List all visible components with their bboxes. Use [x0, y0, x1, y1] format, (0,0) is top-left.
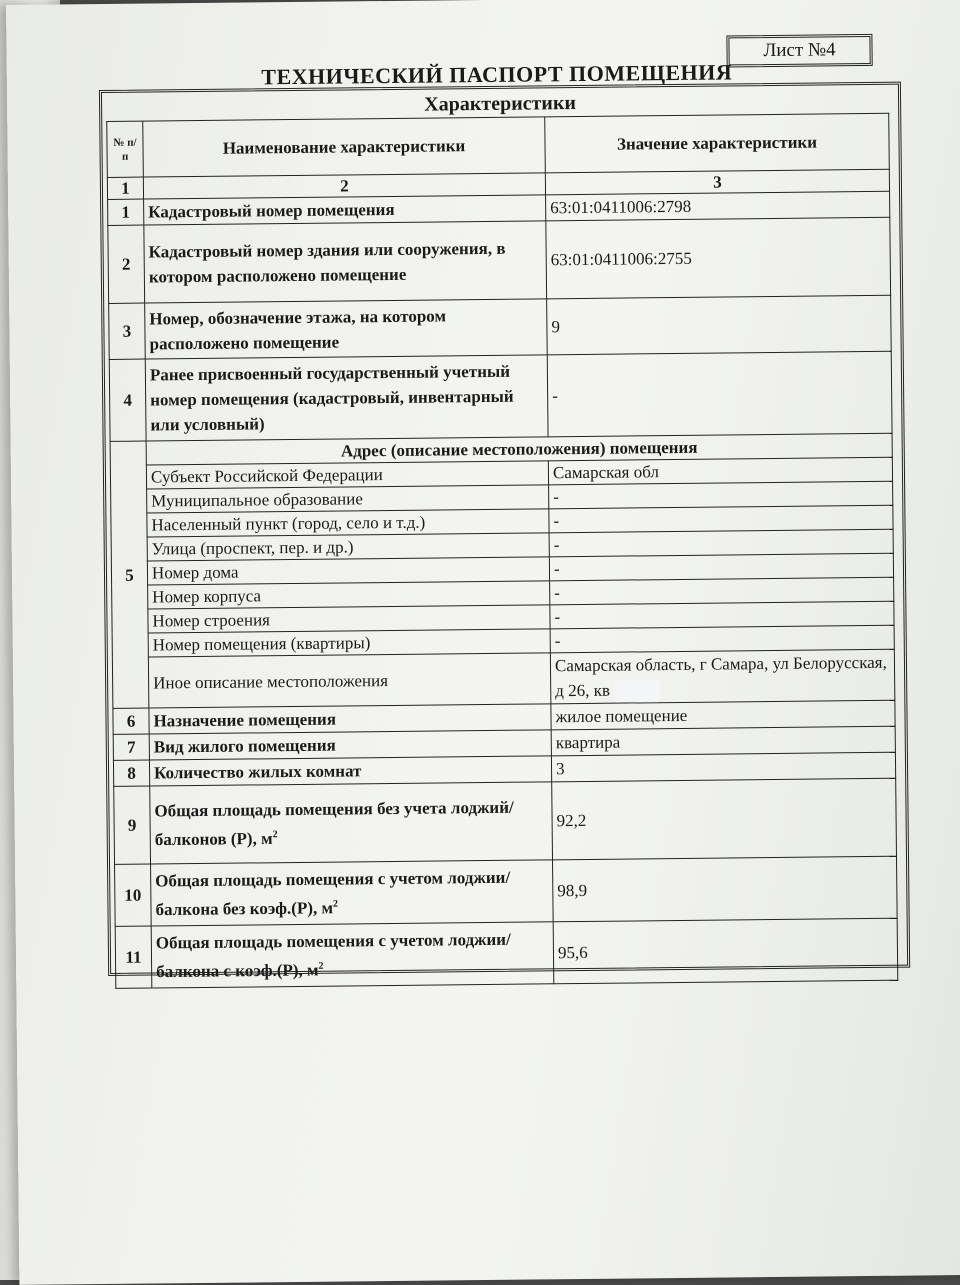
unit-superscript: 2	[272, 828, 278, 841]
row-num: 3	[109, 303, 146, 359]
row-name-text: Общая площадь помещения без учета лоджий/балконов (Р), м	[154, 797, 514, 849]
row-num: 7	[113, 734, 149, 760]
row-name-text: Общая площадь помещения с учетом лоджии/балкона с коэф.(Р), м	[155, 929, 511, 981]
address-item-name: Улица (проспект, пер. и др.)	[147, 533, 549, 561]
row-num: 2	[108, 225, 145, 303]
header-value: Значение характеристики	[545, 113, 890, 173]
address-row	[112, 649, 894, 708]
address-item-name: Номер корпуса	[148, 581, 550, 609]
table-row	[114, 778, 897, 864]
row-name	[151, 922, 554, 988]
row-name: Кадастровый номер помещения	[144, 195, 546, 225]
row-name: Вид жилого помещения	[149, 730, 551, 760]
unit-superscript: 2	[332, 898, 339, 910]
row-value: 63:01:0411006:2755	[546, 217, 891, 299]
address-item-value: -	[549, 553, 893, 581]
row-value: 63:01:0411006:2798	[546, 191, 890, 221]
row-num: 8	[113, 760, 149, 786]
address-item-value: -	[549, 481, 893, 509]
table-row	[108, 217, 891, 303]
address-item-name: Номер строения	[148, 605, 550, 633]
table-row	[115, 856, 898, 926]
address-item-value: Самарская обл	[548, 457, 892, 485]
address-item-value: -	[550, 577, 894, 605]
row-num: 1	[108, 199, 144, 225]
row-num: 9	[114, 786, 151, 864]
row-name	[150, 782, 553, 864]
header-num: № п/п	[107, 121, 144, 177]
sheet-number: Лист №4	[726, 34, 872, 68]
row-num: 4	[109, 359, 146, 441]
row-value: 9	[547, 295, 892, 355]
address-item-name: Населенный пункт (город, село и т.д.)	[147, 509, 549, 537]
row-name: Назначение помещения	[149, 704, 551, 734]
address-item-value: -	[550, 625, 894, 653]
address-item-name: Иное описание местоположения	[148, 653, 551, 708]
header-name: Наименование характеристики	[143, 117, 546, 177]
address-item-value	[550, 649, 895, 704]
address-item-value: -	[549, 505, 893, 533]
row-name: Номер, обозначение этажа, на котором расположено помещение	[145, 299, 548, 359]
section-title: Характеристики	[424, 92, 577, 116]
address-item-name: Номер дома	[147, 557, 549, 585]
row-num: 6	[113, 708, 149, 734]
row-value: жилое помещение	[551, 700, 895, 730]
row-value: 3	[551, 752, 895, 782]
row-num: 10	[115, 864, 152, 926]
row-num: 5	[110, 441, 149, 708]
table-row	[115, 918, 898, 988]
characteristics-table	[106, 113, 898, 989]
col-index-2: 2	[143, 173, 545, 199]
address-item-value: -	[549, 529, 893, 557]
row-name	[151, 860, 554, 926]
address-item-name: Субъект Российской Федерации	[146, 461, 548, 489]
row-name-text: Общая площадь помещения с учетом лоджии/балкона без коэф.(Р), м	[155, 867, 511, 919]
row-name: Ранее присвоенный государственный учетный номер помещения (кадастровый, инвентарный или условный)	[145, 355, 548, 441]
header-row	[107, 113, 890, 177]
col-index-1: 1	[107, 177, 143, 199]
table-row	[109, 295, 892, 359]
row-value: 98,9	[553, 856, 898, 922]
row-value: квартира	[551, 726, 895, 756]
document-title: ТЕХНИЧЕСКИЙ ПАСПОРТ ПОМЕЩЕНИЯ	[261, 59, 733, 90]
unit-superscript: 2	[318, 960, 324, 972]
address-other-text: Самарская область, г Самара, ул Белорусская, д 26, кв	[554, 652, 887, 701]
row-name: Кадастровый номер здания или сооружения, в котором расположено помещение	[144, 221, 547, 303]
redacted-apartment	[614, 680, 660, 702]
row-value: 92,2	[552, 778, 897, 860]
address-item-name: Номер помещения (квартиры)	[148, 629, 550, 657]
address-item-value: -	[550, 601, 894, 629]
row-num: 11	[115, 926, 152, 988]
row-value: 95,6	[553, 918, 898, 984]
row-name: Количество жилых комнат	[149, 756, 551, 786]
row-value: -	[547, 351, 892, 437]
table-row	[109, 351, 892, 441]
address-title: Адрес (описание местоположения) помещения	[146, 433, 892, 465]
address-item-name: Муниципальное образование	[147, 485, 549, 513]
document-frame	[99, 82, 910, 981]
col-index-3: 3	[545, 169, 889, 195]
document-sheet	[6, 0, 960, 1285]
